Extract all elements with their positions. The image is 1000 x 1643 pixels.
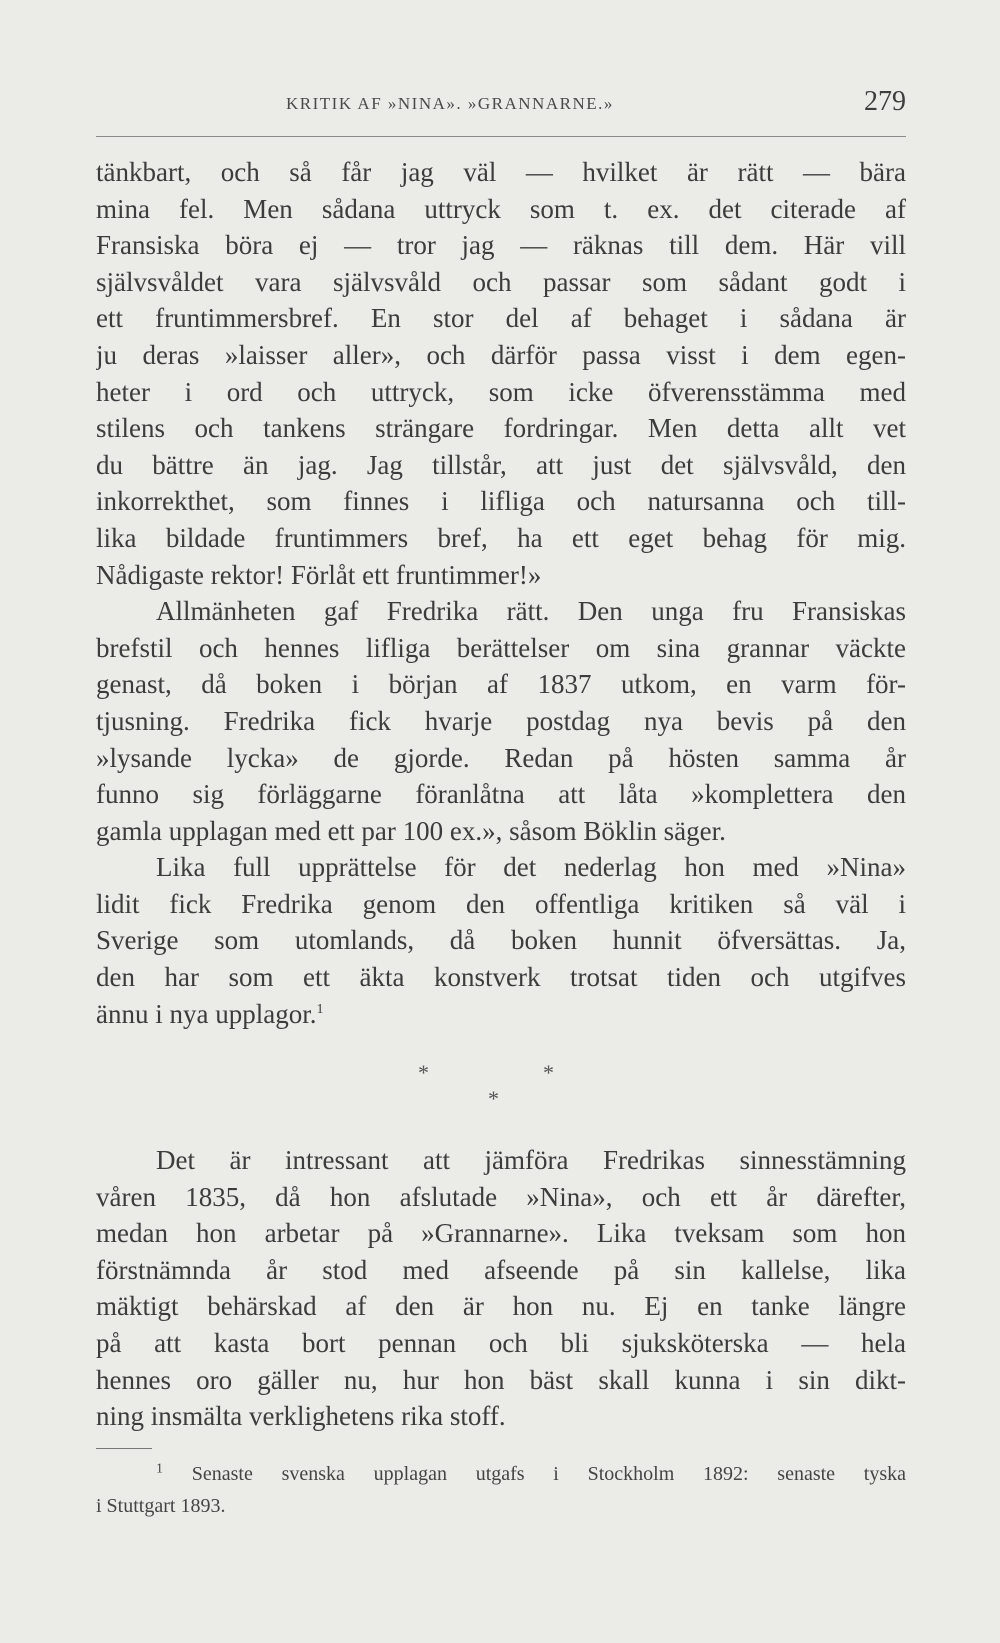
text-line: tjusning. Fredrika fick hvarje postdag nya bevis på den [96,705,906,736]
text-line: mina fel. Men sådana uttryck som t. ex. det citerade af [96,193,906,224]
text-line: stilens och tankens strängare fordringar. Men detta allt vet [96,413,906,444]
footnote-reference[interactable]: 1 [316,1001,324,1017]
text-line: inkorrekthet, som finnes i lifliga och natursanna och till- [96,486,906,517]
text-line: Lika full upprättelse för det nederlag hon med »Nina» [156,852,906,883]
text-line: heter i ord och uttryck, som icke öfverensstämma med [96,376,906,407]
text-line: tänkbart, och så får jag väl — hvilket är rätt — bära [96,157,906,187]
text-line [96,996,906,1033]
text-line: lika bildade fruntimmers bref, ha ett eget behag för mig. [96,522,906,553]
text-line: brefstil och hennes lifliga berättelser om sina grannar väckte [96,632,906,663]
paragraph-3 [96,849,906,1032]
footnote-line: i Stuttgart 1893. [96,1495,226,1517]
page-number: 279 [864,86,906,117]
text-line: ju deras »laisser aller», och därför passa visst i dem egen- [96,339,906,370]
text-line-content: ännu i nya upplagor. [96,998,317,1029]
text-line: ning insmälta verklighetens rika stoff. [96,1401,506,1432]
text-line: »lysande lycka» de gjorde. Redan på hösten samma år [96,742,906,773]
text-line: mäktigt behärskad af den är hon nu. Ej en tanke längre [96,1291,906,1322]
asterism [0,1060,1000,1130]
text-line: förstnämnda år stod med afseende på sin kallelse, lika [96,1254,906,1285]
text-line: medan hon arbetar på »Grannarne». Lika tveksam som hon [96,1218,906,1249]
text-line: du bättre än jag. Jag tillstår, att just det självsvåld, den [96,449,906,480]
footnote-text: Senaste svenska upplagan utgafs i Stockholm 1892: senaste tyska [191,1463,906,1485]
text-line: Det är intressant att jämföra Fredrikas sinnesstämning [156,1145,906,1175]
asterisk-icon: * [418,1060,429,1085]
running-head: KRITIK AF »NINA». »GRANNARNE.» [286,94,614,113]
paragraph-4 [96,1142,906,1435]
footnote-rule [96,1448,152,1449]
text-line: funno sig förläggarne föranlåtna att låta »komplettera den [96,779,906,810]
text-line: den har som ett äkta konstverk trotsat tiden och utgifves [96,962,906,993]
page-header [96,88,906,128]
asterisk-icon: * [543,1060,554,1085]
footnote-line [96,1458,906,1490]
text-line: genast, då boken i början af 1837 utkom, en varm för- [96,669,906,700]
text-line: självsvåldet vara självsvåld och passar som sådant godt i [96,266,906,297]
asterisk-icon: * [488,1086,499,1111]
text-line: gamla upplagan med ett par 100 ex.», såsom Böklin säger. [96,815,726,846]
text-line: på att kasta bort pennan och bli sjuksköterska — hela [96,1327,906,1358]
header-rule [96,136,906,137]
text-line: våren 1835, då hon afslutade »Nina», och ett år därefter, [96,1181,906,1212]
section-2-text [96,1142,906,1435]
paragraph-1 [96,154,906,593]
text-line: ett fruntimmersbref. En stor del af behaget i sådana är [96,303,906,334]
footnote [96,1458,906,1522]
text-line: lidit fick Fredrika genom den offentliga kritiken så väl i [96,888,906,919]
text-line: hennes oro gäller nu, hur hon bäst skall kunna i sin dikt- [96,1364,906,1395]
paragraph-2 [96,593,906,849]
text-line: Sverige som utomlands, då boken hunnit öfversättas. Ja, [96,925,906,956]
text-line: Nådigaste rektor! Förlåt ett fruntimmer!» [96,559,542,590]
main-text [96,154,906,1032]
footnote-marker: 1 [156,1461,163,1477]
text-line: Allmänheten gaf Fredrika rätt. Den unga fru Fransiskas [156,596,906,627]
text-line: Fransiska böra ej — tror jag — räknas till dem. Här vill [96,230,906,261]
